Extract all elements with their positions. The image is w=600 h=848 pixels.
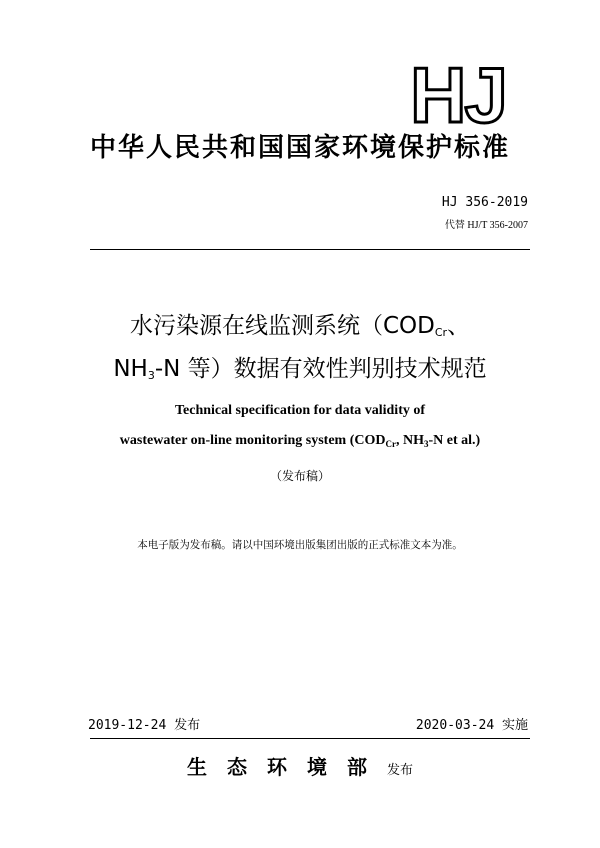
footer-divider bbox=[90, 738, 530, 739]
chinese-title-line-2 bbox=[40, 353, 560, 392]
english-title-line-2 bbox=[40, 432, 560, 453]
org-title: 中华人民共和国国家环境保护标准 bbox=[89, 133, 510, 163]
header-divider bbox=[90, 249, 530, 250]
en-title-2-subscript-1: Cr bbox=[385, 439, 396, 449]
en-title-2-tail: -N et al.) bbox=[428, 433, 481, 448]
en-title-2-mid: , NH bbox=[396, 433, 424, 448]
hj-logo-text: HJ bbox=[410, 62, 506, 128]
en-title-2-main: wastewater on-line monitoring system (COD bbox=[119, 433, 386, 448]
cn-title-1-subscript: Cr bbox=[434, 326, 448, 339]
hj-logo bbox=[398, 62, 518, 128]
publish-label: 发布 bbox=[386, 763, 413, 778]
english-title-line-1: Technical specification for data validity of bbox=[174, 403, 426, 418]
standard-number: HJ 356-2019 bbox=[441, 195, 528, 210]
draft-status: （发布稿） bbox=[269, 469, 330, 483]
cn-title-2-main: NH bbox=[113, 356, 148, 382]
issue-date: 2019-12-24 发布 bbox=[88, 718, 201, 733]
chinese-title-line-1 bbox=[40, 310, 560, 349]
cn-title-1-main: 水污染源在线监测系统（COD bbox=[129, 313, 435, 339]
cn-title-2-subscript: 3 bbox=[147, 369, 155, 382]
cn-title-2-tail: -N 等）数据有效性判别技术规范 bbox=[154, 356, 487, 382]
cn-title-1-tail: 、 bbox=[447, 313, 471, 339]
electronic-version-notice: 本电子版为发布稿。请以中国环境出版集团出版的正式标准文本为准。 bbox=[137, 539, 463, 551]
publisher-name: 生态环境部 bbox=[186, 755, 387, 779]
replaces-standard: 代替 HJ/T 356-2007 bbox=[444, 220, 528, 231]
en-title-2-subscript-2: 3 bbox=[424, 439, 429, 449]
publisher-block bbox=[0, 752, 600, 786]
implementation-date: 2020-03-24 实施 bbox=[415, 718, 528, 733]
